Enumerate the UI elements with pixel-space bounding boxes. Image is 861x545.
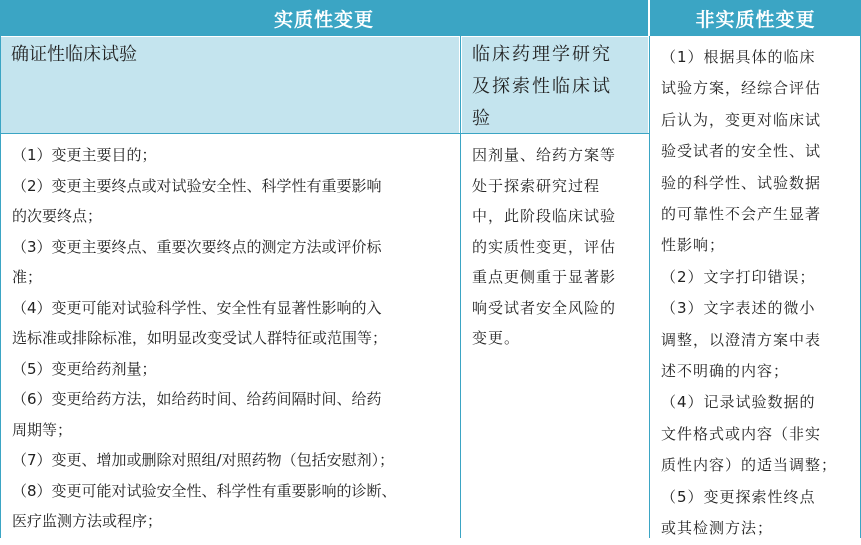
text-line: 因剂量、给药方案等 [472,146,617,164]
exploratory-change-text [472,140,640,354]
subheader-line: 及探索性临床试 [472,76,612,97]
list-line: 验的科学性、试验数据 [661,173,822,192]
non-substantial-change-header: 非实质性变更 [650,0,861,36]
list-line: 的可靠性不会产生显著 [661,205,822,224]
list-line: 文件格式或内容（非实 [661,424,822,443]
text-line: 的实质性变更，评估 [472,237,617,256]
list-line: 后认为，变更对临床试 [661,110,822,129]
confirmatory-trial-subheader: 确证性临床试验 [1,37,459,133]
list-line: （7）变更、增加或删除对照组/对照药物（包括安慰剂）； [12,451,395,469]
list-line: 验受试者的安全性、试 [661,142,822,161]
list-line: （1）变更主要目的； [12,146,157,164]
list-line: （8）变更可能对试验安全性、科学性有重要影响的诊断、 [12,481,397,500]
list-line: （3）变更主要终点、重要次要终点的测定方法或评价标 [12,237,382,256]
column-divider-1 [460,36,461,538]
exploratory-trial-subheader [462,37,648,133]
list-line: 医疗监测方法或程序； [12,512,163,530]
list-line: （4）记录试验数据的 [661,393,816,412]
list-line: （3）文字表述的微小 [661,299,816,318]
list-line: （6）变更给药方法，如给药时间、给药间隔时间、给药 [12,390,382,408]
list-line: 的次要终点； [12,207,103,225]
text-line: 中，此阶段临床试验 [472,207,617,225]
list-line: 试验方案，经综合评估 [661,79,822,98]
list-line: （2）文字打印错误； [661,267,816,286]
text-line: 处于探索研究过程 [472,176,601,195]
list-line: （4）变更可能对试验科学性、安全性有显著性影响的入 [12,298,382,317]
list-line: （2）变更主要终点或对试验安全性、科学性有重要影响 [12,176,382,195]
subheader-line: 临床药理学研究 [472,44,612,65]
substantial-change-header: 实质性变更 [0,0,648,36]
text-line: 响受试者安全风险的 [472,298,617,317]
text-line: 变更。 [472,329,521,347]
list-line: （5）变更给药剂量； [12,359,157,378]
list-line: 性影响； [661,236,726,255]
confirmatory-change-list [12,140,456,537]
list-line: 述不明确的内容； [661,362,790,381]
list-line: 选标准或排除标准，如明显改变受试人群特征或范围等； [12,329,388,347]
list-line: （1）根据具体的临床 [661,48,816,66]
subheader-line: 验 [472,108,492,129]
list-line: 调整，以澄清方案中表 [661,330,822,349]
column-divider-2 [649,36,650,538]
non-substantial-change-list [661,42,851,545]
list-line: 准； [12,268,43,286]
list-line: （5）变更探索性终点 [661,487,816,506]
list-line: 周期等； [12,420,73,439]
list-line: 或其检测方法； [661,519,774,538]
text-line: 重点更侧重于显著影 [472,268,617,286]
list-line: 质性内容）的适当调整； [661,456,838,475]
